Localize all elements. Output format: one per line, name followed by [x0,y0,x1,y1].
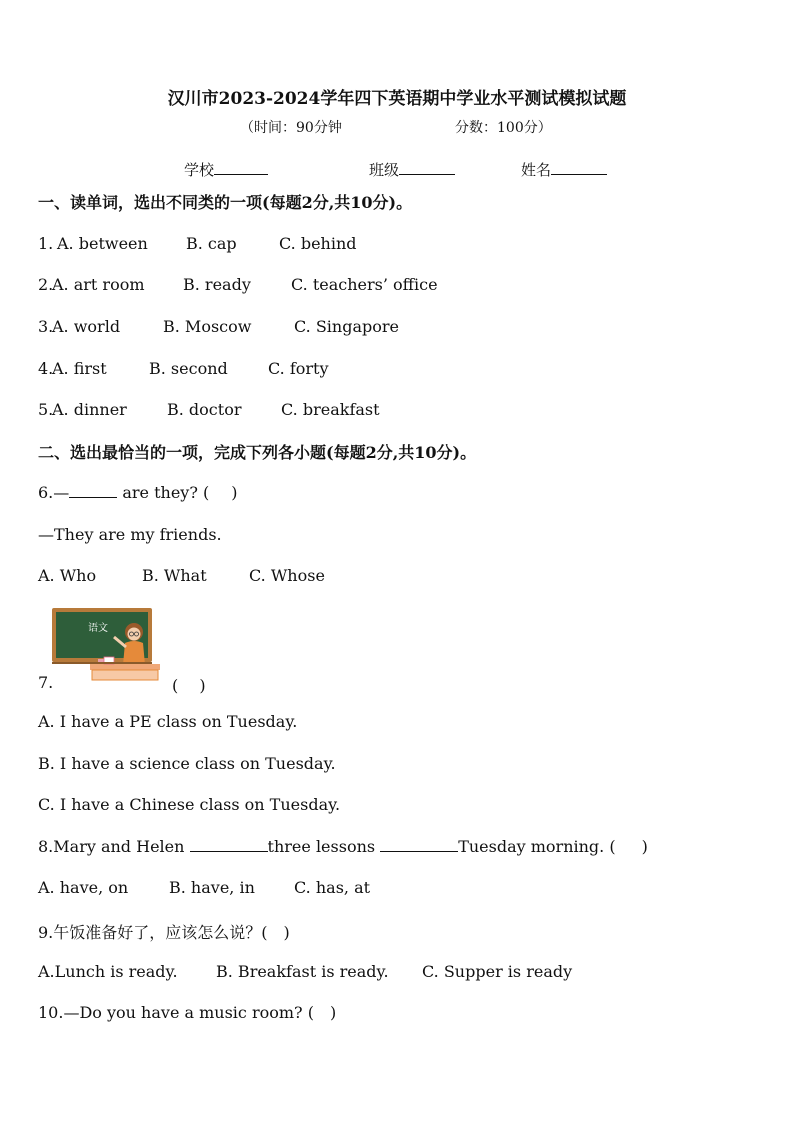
q7-paren: ( ) [172,676,206,695]
name-label: 姓名 [521,161,552,179]
q6-blank [69,483,117,498]
q5-option-c: C. breakfast [281,400,380,419]
q2-option-b: B. ready [183,275,251,294]
q9-close-paren: ) [283,923,290,942]
q6-dash: — [53,483,70,502]
name-blank [551,160,607,175]
page-title: 汉川市2023-2024学年四下英语期中学业水平测试模拟试题 [167,89,627,109]
question-6 [38,483,238,502]
question-4 [38,359,738,379]
q8-blank-2 [380,837,458,852]
q6-option-c: C. Whose [249,566,325,585]
q8-option-c: C. has, at [294,878,371,897]
q7-option-b: B. I have a science class on Tuesday. [38,754,336,773]
name-field [521,159,607,180]
q8-close-paren: ) [641,837,648,856]
q6-answer-line: —They are my friends. [38,525,222,544]
question-10 [38,1003,336,1022]
chinese-class-picture [52,607,162,683]
exam-time: （时间：90分钟 [240,120,342,136]
q4-option-c: C. forty [268,359,329,378]
q3-option-c: C. Singapore [294,317,399,336]
q6-options [38,566,738,586]
question-9 [38,920,290,943]
q10-text: 10.—Do you have a music room? ( [38,1003,314,1022]
question-8 [38,837,648,856]
q4-number: 4. [38,359,54,378]
question-1 [38,234,738,254]
q5-option-a: A. dinner [52,400,127,419]
q8-option-b: B. have, in [169,878,255,897]
school-label: 学校 [184,161,215,179]
q9-options [38,962,738,982]
q6-close-paren: ) [231,483,238,502]
q4-option-b: B. second [149,359,228,378]
school-field [184,159,268,180]
class-field [369,159,455,180]
q7-option-a: A. I have a PE class on Tuesday. [38,712,298,731]
q9-option-b: B. Breakfast is ready. [216,962,389,981]
q3-option-b: B. Moscow [163,317,252,336]
q10-close-paren: ) [329,1003,337,1022]
q3-number: 3. [38,317,54,336]
q8-blank-1 [190,837,268,852]
class-label: 班级 [369,161,400,179]
q8-options [38,878,738,898]
q2-option-a: A. art room [52,275,145,294]
question-2 [38,275,738,295]
q6-option-b: B. What [142,566,207,585]
q1-option-a: A. between [57,234,148,253]
q1-option-b: B. cap [186,234,237,253]
q3-option-a: A. world [52,317,121,336]
q8-text-end: Tuesday morning. ( [458,837,616,856]
q8-option-a: A. have, on [38,878,129,897]
q1-number: 1. [38,234,54,253]
q5-number: 5. [38,400,54,419]
q2-option-c: C. teachers’ office [291,275,438,294]
q2-number: 2. [38,275,54,294]
q6-option-a: A. Who [38,566,97,585]
exam-score: 分数：100分） [455,120,552,136]
question-3 [38,317,738,337]
q7-number: 7. [38,673,54,692]
q9-option-a: A.Lunch is ready. [38,962,178,981]
q6-text: are they? ( [117,483,210,502]
school-blank [214,160,268,175]
q5-option-b: B. doctor [167,400,242,419]
q9-text: 9.午饭准备好了，应该怎么说？( [38,923,268,942]
section1-heading: 一、读单词，选出不同类的一项(每题2分,共10分)。 [38,193,413,212]
q6-number: 6. [38,483,54,502]
q4-option-a: A. first [52,359,107,378]
q7-option-c: C. I have a Chinese class on Tuesday. [38,795,341,814]
q8-text-start: 8.Mary and Helen [38,837,190,856]
board-text: 语文 [88,623,108,634]
q9-option-c: C. Supper is ready [422,962,573,981]
section2-heading: 二、选出最恰当的一项，完成下列各小题(每题2分,共10分)。 [38,443,477,462]
question-5 [38,400,738,420]
q1-option-c: C. behind [279,234,357,253]
class-blank [399,160,455,175]
q8-text-mid: three lessons [267,837,381,856]
